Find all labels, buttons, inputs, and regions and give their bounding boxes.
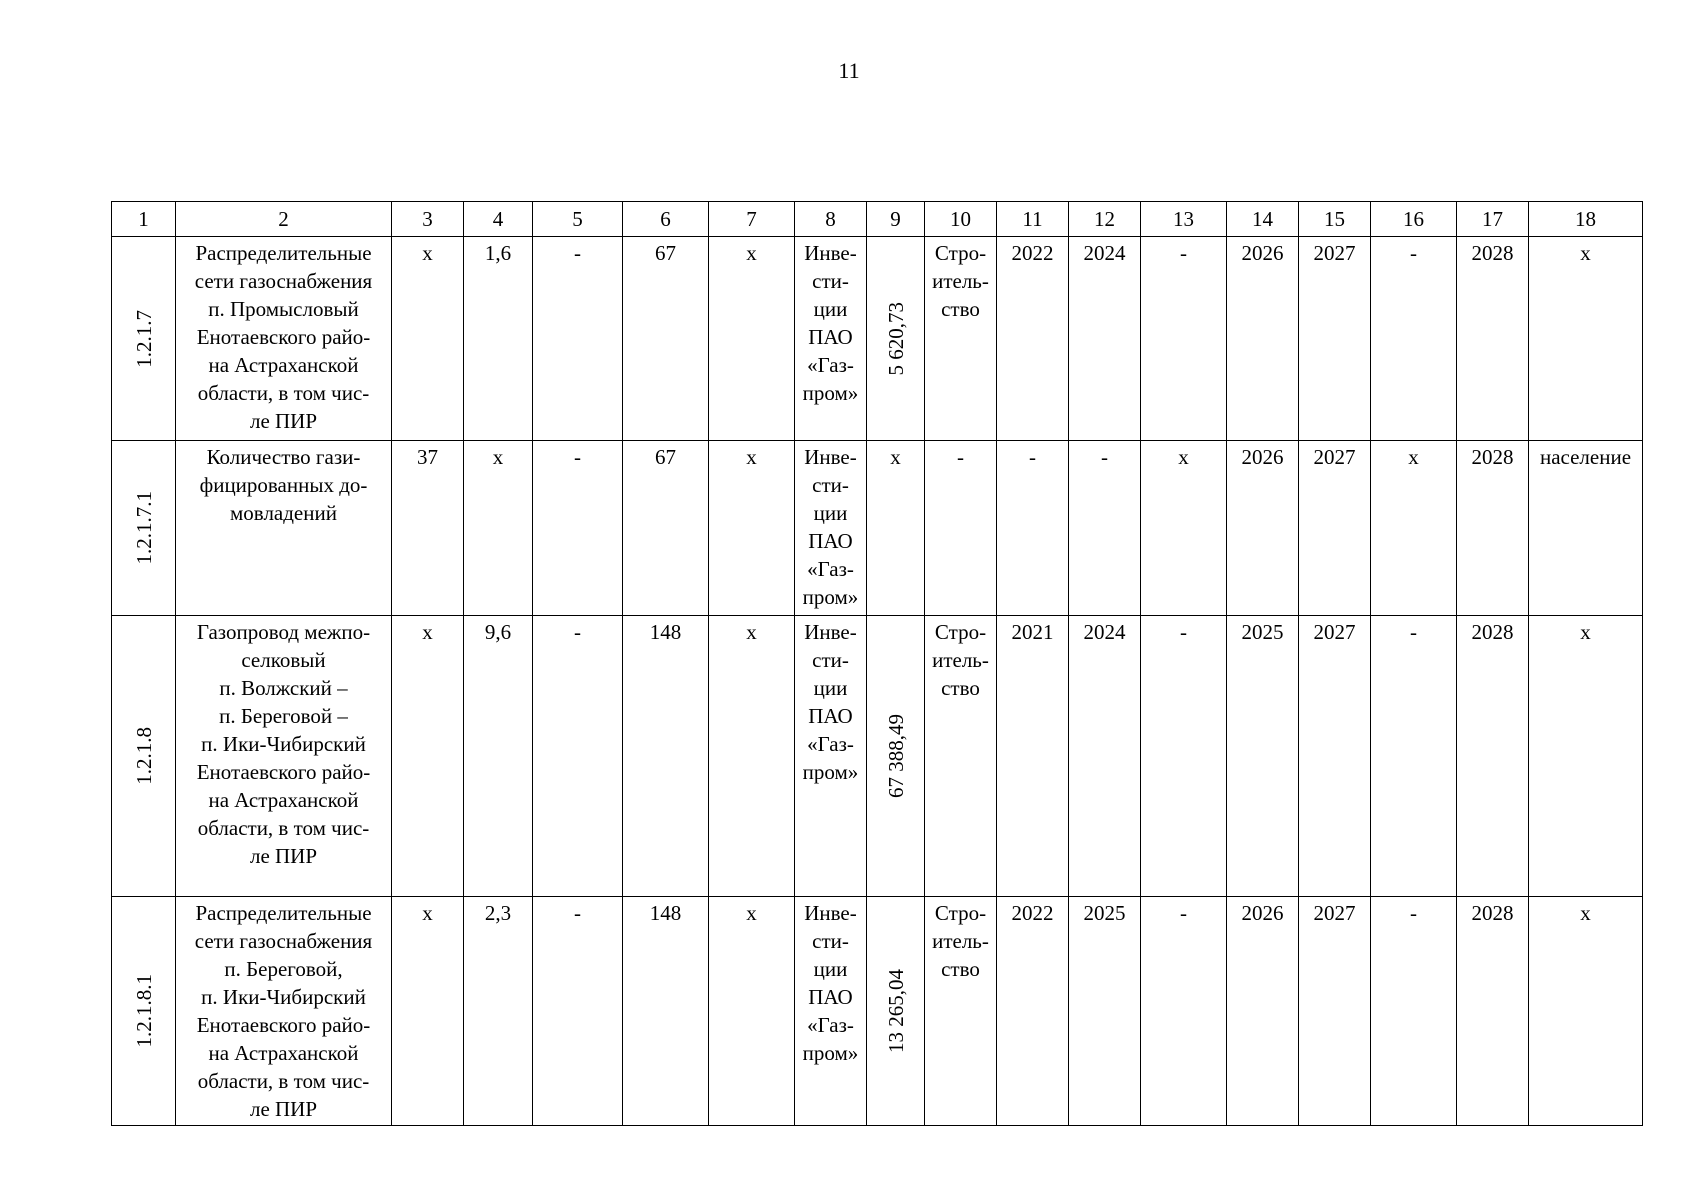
column-header: 12: [1069, 202, 1141, 237]
table-cell: х: [709, 616, 795, 897]
table-cell: 67: [623, 441, 709, 616]
table-cell: 2028: [1457, 237, 1529, 441]
row-id-cell: [112, 237, 176, 441]
table-cell: -: [1371, 237, 1457, 441]
row-id: 1.2.1.7: [131, 309, 156, 368]
table-row: [112, 897, 1643, 1126]
table-row: [112, 616, 1643, 897]
table-row: [112, 237, 1643, 441]
column-header: 10: [925, 202, 997, 237]
table-cell: 2025: [1227, 616, 1299, 897]
funding-source-cell: Инве- сти- ции ПАО «Газ- пром»: [795, 897, 867, 1126]
column-header: 14: [1227, 202, 1299, 237]
table-cell: 2021: [997, 616, 1069, 897]
table-cell: -: [533, 897, 623, 1126]
item-name-cell: Газопровод межпо- селковый п. Волжский – п. Береговой – п. Ики-Чибирский Енотаевского райо- на Астраханской области, в том чис- ле ПИР: [176, 616, 392, 897]
table-cell: 67: [623, 237, 709, 441]
column-header: 1: [112, 202, 176, 237]
table-cell: 2028: [1457, 897, 1529, 1126]
column-header: 15: [1299, 202, 1371, 237]
page-number: 11: [838, 58, 860, 83]
column-header: 11: [997, 202, 1069, 237]
item-name-cell: Количество гази- фицированных до- мовладений: [176, 441, 392, 616]
row-id: 1.2.1.8.1: [131, 974, 156, 1048]
row-id-cell: [112, 441, 176, 616]
table-cell: х: [392, 616, 464, 897]
row-id: 1.2.1.8: [131, 727, 156, 785]
work-type-cell: Стро- итель- ство: [925, 237, 997, 441]
column-header: 8: [795, 202, 867, 237]
row-id-cell: [112, 616, 176, 897]
amount-value: 67 388,49: [883, 714, 908, 798]
column-header: 6: [623, 202, 709, 237]
column-header: 16: [1371, 202, 1457, 237]
table-cell: 2024: [1069, 616, 1141, 897]
table-cell: 2026: [1227, 441, 1299, 616]
table-cell: -: [533, 441, 623, 616]
column-header: 4: [464, 202, 533, 237]
table-cell: х: [392, 237, 464, 441]
row-id: 1.2.1.7.1: [131, 491, 156, 565]
table-cell: 2,3: [464, 897, 533, 1126]
table-cell: -: [1141, 616, 1227, 897]
column-header: 13: [1141, 202, 1227, 237]
item-name-cell: Распределительные сети газоснабжения п. Береговой, п. Ики-Чибирский Енотаевского райо- на Астраханской области, в том чис- ле ПИР: [176, 897, 392, 1126]
table-cell: 148: [623, 897, 709, 1126]
column-header: 2: [176, 202, 392, 237]
table-cell: 2022: [997, 897, 1069, 1126]
table-cell: 2027: [1299, 441, 1371, 616]
table-cell: х: [1141, 441, 1227, 616]
table-cell: х: [1529, 237, 1643, 441]
table-cell: 2022: [997, 237, 1069, 441]
table-cell: 2027: [1299, 897, 1371, 1126]
table-cell: х: [709, 897, 795, 1126]
table-cell: 1,6: [464, 237, 533, 441]
table-cell: 2026: [1227, 897, 1299, 1126]
amount-cell: [867, 616, 925, 897]
column-header: 17: [1457, 202, 1529, 237]
header-row: [112, 202, 1643, 237]
table-cell: 148: [623, 616, 709, 897]
amount-cell: [867, 897, 925, 1126]
table-cell: х: [1529, 616, 1643, 897]
work-type-cell: Стро- итель- ство: [925, 616, 997, 897]
table-cell: 2027: [1299, 237, 1371, 441]
table-cell: х: [392, 897, 464, 1126]
table-cell: -: [1371, 616, 1457, 897]
table-row: [112, 441, 1643, 616]
table-cell: х: [1371, 441, 1457, 616]
table-cell: 2025: [1069, 897, 1141, 1126]
table-cell: -: [1371, 897, 1457, 1126]
table-cell: х: [709, 237, 795, 441]
table-cell: 2027: [1299, 616, 1371, 897]
table-cell: население: [1529, 441, 1643, 616]
work-type-cell: -: [925, 441, 997, 616]
funding-source-cell: Инве- сти- ции ПАО «Газ- пром»: [795, 616, 867, 897]
work-type-cell: Стро- итель- ство: [925, 897, 997, 1126]
column-header: 9: [867, 202, 925, 237]
table-cell: 9,6: [464, 616, 533, 897]
item-name-cell: Распределительные сети газоснабжения п. Промысловый Енотаевского райо- на Астраханской области, в том чис- ле ПИР: [176, 237, 392, 441]
table-cell: 2028: [1457, 616, 1529, 897]
amount-cell: х: [867, 441, 925, 616]
column-header: 18: [1529, 202, 1643, 237]
row-id-cell: [112, 897, 176, 1126]
table-cell: 2028: [1457, 441, 1529, 616]
table-cell: х: [464, 441, 533, 616]
table-cell: -: [533, 616, 623, 897]
table-cell: -: [1069, 441, 1141, 616]
column-header: 3: [392, 202, 464, 237]
table-cell: 37: [392, 441, 464, 616]
amount-cell: [867, 237, 925, 441]
table-cell: -: [1141, 897, 1227, 1126]
amount-value: 13 265,04: [883, 969, 908, 1053]
table-cell: 2026: [1227, 237, 1299, 441]
table-cell: -: [1141, 237, 1227, 441]
table-cell: -: [997, 441, 1069, 616]
table-cell: 2024: [1069, 237, 1141, 441]
funding-source-cell: Инве- сти- ции ПАО «Газ- пром»: [795, 237, 867, 441]
table-cell: -: [533, 237, 623, 441]
column-header: 5: [533, 202, 623, 237]
column-header: 7: [709, 202, 795, 237]
table-cell: х: [1529, 897, 1643, 1126]
amount-value: 5 620,73: [883, 301, 908, 376]
investment-table: [111, 201, 1643, 1126]
table-cell: х: [709, 441, 795, 616]
funding-source-cell: Инве- сти- ции ПАО «Газ- пром»: [795, 441, 867, 616]
